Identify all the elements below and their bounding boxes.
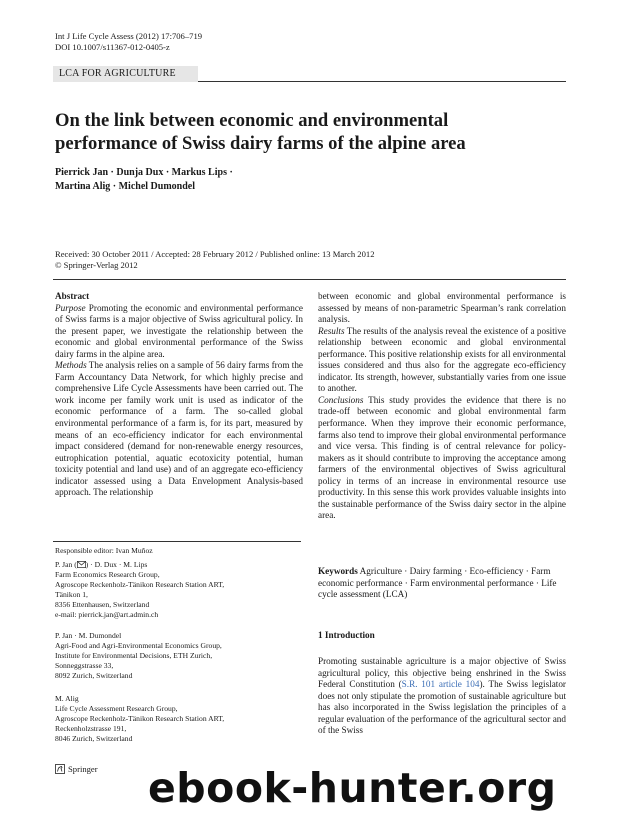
conclusions-label: Conclusions	[318, 394, 364, 405]
abstract-purpose	[55, 303, 303, 361]
affiliation-names: P. Jan · M. Dumondel	[55, 631, 122, 640]
purpose-text: Promoting the economic and environmental performance of Swiss farms is a major objective of Swiss agricultural policy. In the present paper, we investigate the relationship between the economic and global environmental performance of the Swiss dairy farms in the alpine area.	[55, 302, 303, 359]
affiliation-line: Reckenholzstrasse 191,	[55, 724, 127, 733]
keywords-text: Agriculture · Dairy farming · Eco-efficiency · Farm economic performance · Farm environmental performance · Life cycle assessment (LCA)	[318, 566, 557, 599]
conclusions-text: This study provides the evidence that there is no trade-off between economic and global environmental farm performance. When they improve their economic performance, farms also tend to improve their global environmental performance and vice versa. This finding is of central relevance for policy-makers as it should contribute to improving the acceptance among farmers of the environmental objectives of Swiss agricultural policy in terms of an increase in environmental resource use productivity. In this sense this work provides valuable insights into the sustainable performance of the Swiss dairy sector in the alpine area.	[318, 394, 566, 521]
section-rule	[198, 81, 566, 82]
journal-citation: Int J Life Cycle Assess (2012) 17:706–719	[55, 31, 203, 41]
affiliation-line: Sonneggstrasse 33,	[55, 661, 114, 670]
affiliation-line: Institute for Environmental Decisions, ETH Zurich,	[55, 651, 213, 660]
affiliation-line: Life Cycle Assessment Research Group,	[55, 704, 178, 713]
received-accepted-published: Received: 30 October 2011 / Accepted: 28 February 2012 / Published online: 13 March 2012	[55, 249, 375, 259]
affiliation-line: Tänikon 1,	[55, 590, 88, 599]
divider	[53, 279, 566, 280]
abstract-conclusions	[318, 395, 566, 522]
introduction-text	[318, 656, 566, 737]
affiliation-line: 8092 Zurich, Switzerland	[55, 671, 133, 680]
introduction-heading: 1 Introduction	[318, 630, 375, 640]
abstract-right	[318, 291, 566, 522]
abstract-heading: Abstract	[55, 291, 90, 301]
authors-line-2: Martina Alig · Michel Dumondel	[55, 181, 195, 192]
affiliation-line: Agroscope Reckenholz-Tänikon Research Station ART,	[55, 580, 225, 589]
affiliation-3	[55, 694, 303, 744]
authors-line-1: Pierrick Jan · Dunja Dux · Markus Lips ·	[55, 167, 233, 178]
affiliation-names	[55, 560, 303, 570]
publication-dates	[55, 249, 575, 271]
affiliation-1	[55, 560, 303, 620]
footnote-rule	[53, 541, 301, 542]
methods-text: The analysis relies on a sample of 56 dairy farms from the Farm Accountancy Data Network, for which highly precise and comprehensive Life Cycle Assessments have been carried out. The work income per family work unit is used as indicator of the economic performance of a farm. The so-called global environmental performance of a farm is, for its part, measured by means of an eco-efficiency indicator for each environmental impact considered (demand for non-renewable energy resources, eutrophication potential, aquatic ecotoxicity potential, human toxicity potential and land use) and of an aggregate eco-efficiency indicator assessed using a Data Envelopment Analysis-based approach. The relationship	[55, 360, 303, 498]
abstract-results	[318, 326, 566, 395]
citation-link[interactable]: S.R. 101 article 104	[401, 679, 480, 690]
publisher-name: Springer	[68, 764, 98, 774]
affiliation-line: Agroscope Reckenholz-Tänikon Research Station ART,	[55, 714, 225, 723]
abstract-left	[55, 291, 303, 499]
affiliation-names-post: ) · D. Dux · M. Lips	[85, 560, 148, 569]
journal-header	[55, 31, 202, 53]
results-label: Results	[318, 325, 345, 336]
intro-text-post: ). The Swiss legislator does not only stipulate the promotion of sustainable agriculture but has also incorporated in the Swiss legislation the principles of a regular evaluation of the performance of the agricultural sector and of the Swiss	[318, 679, 566, 736]
purpose-label: Purpose	[55, 302, 86, 313]
keywords	[318, 566, 568, 601]
envelope-icon	[77, 561, 86, 568]
methods-label: Methods	[55, 360, 87, 371]
email-link[interactable]: e-mail: pierrick.jan@art.admin.ch	[55, 610, 159, 619]
affiliation-line: Farm Economics Research Group,	[55, 570, 160, 579]
watermark: ebook-hunter.org	[148, 764, 557, 812]
keywords-label: Keywords	[318, 566, 358, 576]
methods-continued: between economic and global environmental performance is assessed by means of non-parametric Spearman’s rank correlation analysis.	[318, 291, 566, 325]
intro-text-pre: Promoting sustainable agriculture is a major objective of Swiss agricultural policy, this objective being enshrined in the Swiss Federal Constitution (	[318, 656, 566, 690]
publisher-footer	[55, 764, 98, 774]
affiliation-2	[55, 631, 303, 681]
author-list	[55, 166, 355, 194]
responsible-editor: Responsible editor: Ivan Muñoz	[55, 546, 153, 555]
section-tag: LCA FOR AGRICULTURE	[53, 66, 198, 82]
abstract-methods	[55, 360, 303, 499]
paper-title: On the link between economic and environmental performance of Swiss dairy farms of the alpine area	[55, 110, 466, 154]
doi: DOI 10.1007/s11367-012-0405-z	[55, 42, 170, 52]
affiliation-names: M. Alig	[55, 694, 79, 703]
results-text: The results of the analysis reveal the existence of a positive relationship between economic and global environmental performance. This positive relationship exists for all environmental issues considered and thus also for the aggregate eco-efficiency indicator. Its strength, however, substantially varies from one issue to another.	[318, 325, 566, 394]
affiliation-names-pre: P. Jan (	[55, 560, 77, 569]
springer-horse-icon	[55, 764, 65, 774]
copyright: © Springer-Verlag 2012	[55, 260, 138, 270]
affiliation-line: 8356 Ettenhausen, Switzerland	[55, 600, 150, 609]
affiliation-line: Agri-Food and Agri-Environmental Economics Group,	[55, 641, 222, 650]
affiliation-line: 8046 Zurich, Switzerland	[55, 734, 133, 743]
